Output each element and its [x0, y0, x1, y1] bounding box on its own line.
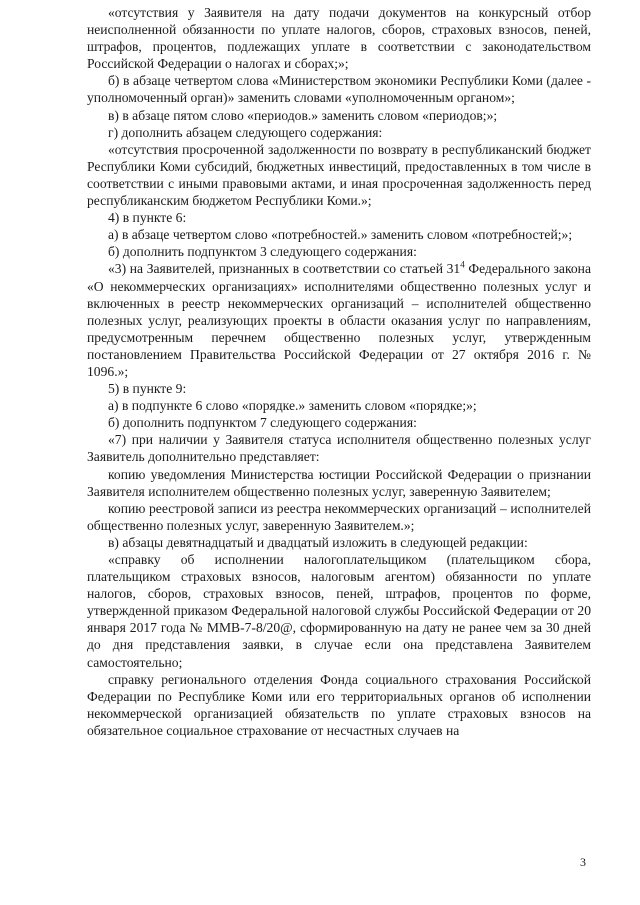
paragraph: б) дополнить подпунктом 3 следующего содержания: [108, 244, 417, 260]
paragraph: «отсутствия просроченной задолженности по возврату в республиканский бюджет Республики Коми субсидий, бюджетных инвестиций, предоставленных в том числе в соответствии с иными правовыми актами, и иная просроченная задолженность перед республиканским бюджетом Республики Коми.»; [87, 141, 591, 209]
paragraph: 5) в пункте 9: [108, 381, 187, 397]
paragraph: справку регионального отделения Фонда социального страхования Российской Федерации по Республике Коми или его территориальных органов об исполнении некоммерческой организацией обязательств по уплате страховых взносов на обязательное социальное страхование от несчастных случаев на [87, 671, 591, 738]
paragraph: 4) в пункте 6: [108, 210, 187, 226]
paragraph: копию уведомления Министерства юстиции Российской Федерации о признании Заявителя исполнителем общественно полезных услуг, заверенную Заявителем; [87, 466, 591, 499]
paragraph: в) в абзаце пятом слово «периодов.» заменить словом «периодов;»; [108, 107, 498, 123]
paragraph: б) дополнить подпунктом 7 следующего содержания: [108, 415, 417, 431]
paragraph-federal-law [87, 260, 591, 380]
paragraph: а) в абзаце четвертом слово «потребностей.» заменить словом «потребностей;»; [108, 227, 573, 243]
paragraph: в) абзацы девятнадцатый и двадцатый изложить в следующей редакции: [108, 534, 528, 550]
text-segment: «3) на Заявителей, признанных в соответствии со статьей 31 [108, 261, 461, 277]
paragraph: копию реестровой записи из реестра некоммерческих организаций – исполнителей общественно полезных услуг, заверенную Заявителем.»; [87, 500, 591, 533]
paragraph: «отсутствия у Заявителя на дату подачи документов на конкурсный отбор неисполненной обязанности по уплате налогов, сборов, страховых взносов, пеней, штрафов, процентов, подлежащих уплате в соответствии с законодательством Российской Федерации о налогах и сборах;»; [87, 5, 591, 72]
paragraph: б) в абзаце четвертом слова «Министерством экономики Республики Коми (далее - уполномоченный орган)» заменить словами «уполномоченным органом»; [87, 73, 591, 106]
paragraph: г) дополнить абзацем следующего содержания: [108, 124, 383, 140]
paragraph: «7) при наличии у Заявителя статуса исполнителя общественно полезных услуг Заявитель дополнительно представляет: [87, 432, 591, 465]
paragraph: а) в подпункте 6 слово «порядке.» заменить словом «порядке;»; [108, 398, 477, 414]
page-number: 3 [580, 855, 586, 869]
text-segment: Федерального закона «О некоммерческих организациях» исполнителями общественно полезных услуг и включенных в реестр некоммерческих организаций – исполнителей общественно полезных услуг, реализующих проекты в области оказания услуг по направлениям, предусмотренным перечнем общественно полезных услуг, утвержденным постановлением Правительства Российской Федерации от 27 октября 2016 г. № 1096.»; [87, 261, 591, 379]
superscript: 4 [460, 259, 465, 270]
document-body [87, 4, 591, 739]
paragraph: «справку об исполнении налогоплательщиком (плательщиком сбора, плательщиком страховых взносов, налоговым агентом) обязанности по уплате налогов, сборов, страховых взносов, пеней, штрафов, процентов по форме, утвержденной приказом Федеральной налоговой службы Российской Федерации от 20 января 2017 года № ММВ-7-8/20@, сформированную на дату не ранее чем за 30 дней до дня представления заявки, в случае если она представлена Заявителем самостоятельно; [87, 552, 591, 670]
